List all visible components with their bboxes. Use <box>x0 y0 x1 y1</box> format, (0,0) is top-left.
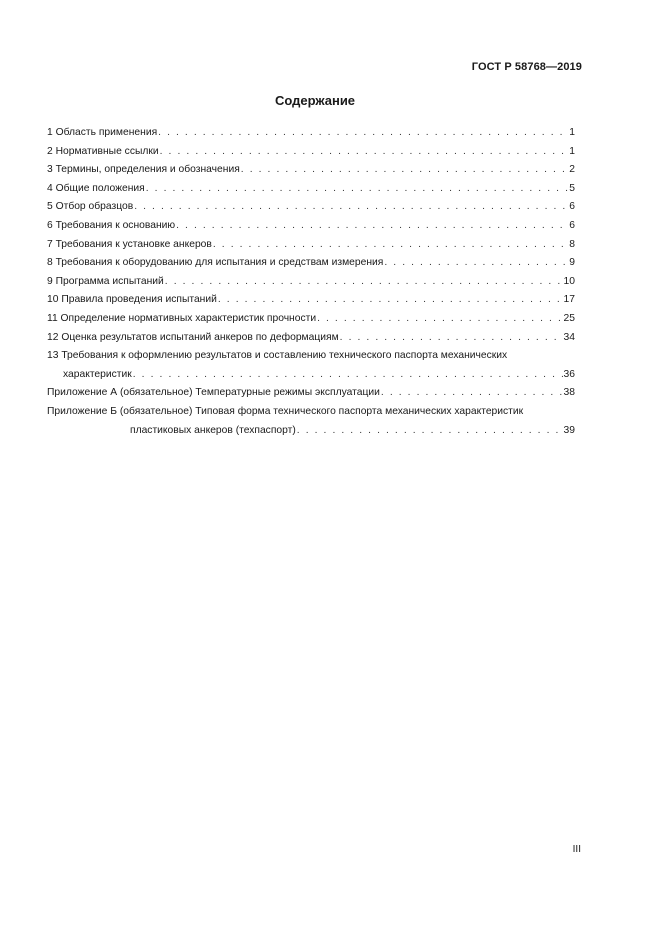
toc-appendix-b[interactable] <box>47 403 575 440</box>
toc-entry-label: 7 Требования к установке анкеров <box>47 238 212 250</box>
toc-leader-dots <box>165 273 563 292</box>
toc-entry-3[interactable] <box>47 161 575 180</box>
toc-entry-page: 34 <box>563 331 575 343</box>
toc-entry-page: 38 <box>563 387 575 399</box>
toc-entry-label: 9 Программа испытаний <box>47 275 164 287</box>
toc-leader-dots <box>340 329 563 348</box>
toc-entry-page: 25 <box>563 312 575 324</box>
toc-leader-dots <box>133 366 563 385</box>
toc-entry-label: 2 Нормативные ссылки <box>47 145 159 157</box>
toc-entry-label: 12 Оценка результатов испытаний анкеров по деформациям <box>47 331 339 343</box>
toc-entry-5[interactable] <box>47 198 575 217</box>
toc-entry-4[interactable] <box>47 180 575 199</box>
toc-entry-page: 1 <box>569 145 575 157</box>
toc-entry-label: 3 Термины, определения и обозначения <box>47 164 240 176</box>
toc-entry-label: 4 Общие положения <box>47 182 145 194</box>
toc-entry-9[interactable] <box>47 273 575 292</box>
toc-leader-dots <box>297 422 563 441</box>
toc-entry-page: 2 <box>569 164 575 176</box>
toc-entry-11[interactable] <box>47 310 575 329</box>
toc-entry-label: Приложение А (обязательное) Температурные режимы эксплуатации <box>47 387 380 399</box>
toc-leader-dots <box>384 254 568 273</box>
toc-entry-label-first-line: Приложение Б (обязательное) Типовая форма технического паспорта механических характеристик <box>47 405 524 417</box>
toc-entry-page: 39 <box>563 424 575 436</box>
toc-entry-label: 8 Требования к оборудованию для испытания и средствам измерения <box>47 257 384 269</box>
toc-leader-dots <box>241 161 568 180</box>
toc-entry-label: 6 Требования к основанию <box>47 219 176 231</box>
toc-leader-dots <box>176 217 568 236</box>
page-title: Содержание <box>274 93 356 108</box>
toc-entry-label: 1 Область применения <box>47 127 158 138</box>
document-number: ГОСТ Р 58768—2019 <box>471 61 582 73</box>
toc-leader-dots <box>317 310 562 329</box>
toc-entry-8[interactable] <box>47 254 575 273</box>
toc-leader-dots <box>146 180 569 199</box>
toc-entry-page: 5 <box>569 182 575 194</box>
toc-entry-page: 9 <box>569 257 575 269</box>
toc-leader-dots <box>381 384 563 403</box>
toc-entry-label: характеристик <box>63 368 132 380</box>
toc-entry-page: 6 <box>569 219 575 231</box>
toc-entry-2[interactable] <box>47 143 575 162</box>
table-of-contents <box>47 124 575 440</box>
toc-entry-12[interactable] <box>47 329 575 348</box>
toc-entry-1[interactable] <box>47 124 575 143</box>
toc-leader-dots <box>218 291 563 310</box>
toc-entry-page: 6 <box>569 201 575 213</box>
toc-entry-13[interactable] <box>47 347 575 384</box>
toc-leader-dots <box>213 236 568 255</box>
toc-leader-dots <box>160 143 569 162</box>
page-number: III <box>572 844 581 855</box>
toc-entry-page: 17 <box>563 294 575 306</box>
toc-entry-label-first-line: 13 Требования к оформлению результатов и составлению технического паспорта механических <box>47 350 508 362</box>
toc-entry-6[interactable] <box>47 217 575 236</box>
toc-entry-label: 11 Определение нормативных характеристик прочности <box>47 312 317 324</box>
toc-entry-label: пластиковых анкеров (техпаспорт) <box>130 424 296 436</box>
toc-entry-label: 5 Отбор образцов <box>47 201 134 213</box>
toc-appendix-a[interactable] <box>47 384 575 403</box>
toc-entry-7[interactable] <box>47 236 575 255</box>
toc-entry-label: 10 Правила проведения испытаний <box>47 294 217 306</box>
toc-entry-10[interactable] <box>47 291 575 310</box>
toc-leader-dots <box>134 198 568 217</box>
toc-entry-page: 10 <box>563 275 575 287</box>
toc-entry-page: 1 <box>569 127 575 138</box>
toc-leader-dots <box>158 124 568 143</box>
toc-entry-page: 36 <box>563 368 575 380</box>
toc-entry-page: 8 <box>569 238 575 250</box>
